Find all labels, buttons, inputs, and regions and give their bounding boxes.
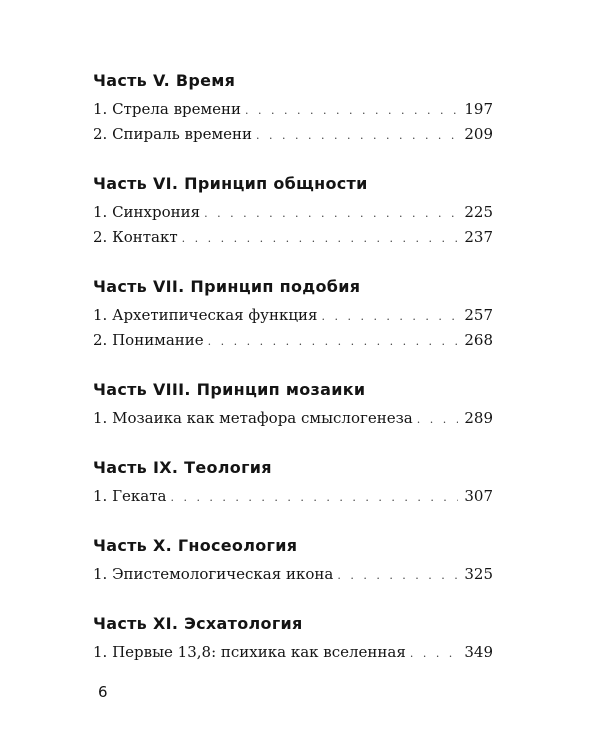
entry-title: 1. Эпистемологическая икона [93, 565, 334, 583]
toc-part-ix [93, 457, 493, 509]
toc-entry [93, 640, 493, 665]
toc-part-viii [93, 379, 493, 431]
dot-leader [182, 226, 459, 251]
folio-page-number: 6 [98, 683, 108, 701]
toc-entry [93, 328, 493, 353]
toc-entry [93, 484, 493, 509]
toc-entry [93, 97, 493, 122]
toc-entry [93, 303, 493, 328]
page-number: 197 [464, 100, 493, 118]
dot-leader [208, 329, 459, 354]
toc-entry [93, 200, 493, 225]
dot-leader [410, 641, 459, 666]
toc-part-vii [93, 276, 493, 353]
toc-entry [93, 562, 493, 587]
entry-title: 1. Мозаика как метафора смыслогенеза [93, 409, 413, 427]
entry-title: 1. Геката [93, 487, 167, 505]
toc-entry [93, 122, 493, 147]
part-title: Часть XI. Эсхатология [93, 614, 303, 633]
page-number: 289 [464, 409, 493, 427]
toc-part-vi [93, 173, 493, 250]
dot-leader [204, 201, 458, 226]
part-title: Часть X. Гносеология [93, 536, 298, 555]
toc-part-xi [93, 613, 493, 665]
dot-leader [321, 304, 458, 329]
dot-leader [245, 98, 458, 123]
part-title: Часть IX. Теология [93, 458, 272, 477]
entry-title: 1. Первые 13,8: психика как вселенная [93, 643, 406, 661]
page-number: 209 [464, 125, 493, 143]
part-title: Часть VIII. Принцип мозаики [93, 380, 366, 399]
page-number: 237 [464, 228, 493, 246]
toc-entry [93, 406, 493, 431]
dot-leader [170, 485, 458, 510]
entry-title: 1. Стрела времени [93, 100, 242, 118]
part-title: Часть VI. Принцип общности [93, 174, 368, 193]
page-number: 268 [464, 331, 493, 349]
page-number: 349 [464, 643, 493, 661]
entry-title: 1. Синхрония [93, 203, 201, 221]
dot-leader [337, 563, 458, 588]
part-title: Часть VII. Принцип подобия [93, 277, 361, 296]
page-number: 225 [464, 203, 493, 221]
page-number: 257 [464, 306, 493, 324]
toc-part-v [93, 70, 493, 147]
entry-title: 1. Архетипическая функция [93, 306, 318, 324]
toc-part-x [93, 535, 493, 587]
page-number: 325 [464, 565, 493, 583]
dot-leader [417, 407, 459, 432]
entry-title: 2. Понимание [93, 331, 204, 349]
table-of-contents [93, 70, 493, 691]
page-number: 307 [464, 487, 493, 505]
part-title: Часть V. Время [93, 71, 236, 90]
toc-entry [93, 225, 493, 250]
dot-leader [256, 123, 458, 148]
entry-title: 2. Контакт [93, 228, 178, 246]
entry-title: 2. Спираль времени [93, 125, 253, 143]
